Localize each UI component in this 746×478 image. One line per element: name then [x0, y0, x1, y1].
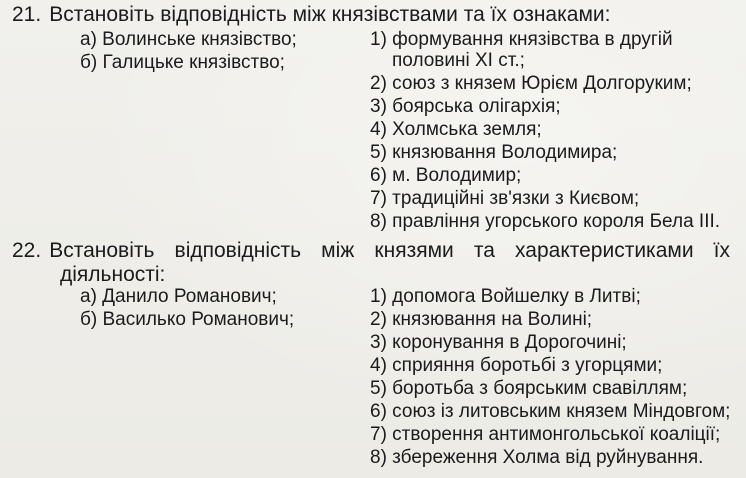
q21-answer-3: 3) боярська олігархія; — [370, 96, 561, 117]
q22-answer-4: 4) сприяння боротьбі з угорцями; — [370, 355, 663, 376]
q21-answer-1-cont: половині XI ст.; — [392, 50, 525, 71]
question-21-title — [12, 2, 610, 28]
question-22-text-line2: діяльності: — [60, 263, 166, 286]
question-21-number: 21. — [12, 3, 42, 26]
q21-answer-7: 7) традиційні зв'язки з Києвом; — [370, 188, 640, 209]
q21-option-b: б) Галицьке князівство; — [80, 52, 285, 73]
q22-answer-6: 6) союз із литовським князем Міндовгом; — [370, 401, 731, 422]
q21-answer-8: 8) правління угорського короля Бела III. — [370, 211, 721, 232]
q22-answer-3: 3) коронування в Дорогочині; — [370, 332, 627, 353]
q21-answer-6: 6) м. Володимир; — [370, 165, 522, 186]
q22-answer-1: 1) допомога Войшелку в Литві; — [370, 286, 641, 307]
q22-answer-8: 8) збереження Холма від руйнування. — [370, 447, 704, 468]
q21-answer-2: 2) союз з князем Юрієм Долгоруким; — [370, 73, 692, 94]
q22-option-b: б) Василько Романович; — [80, 309, 295, 330]
question-22-text-line1: Встановіть відповідність між князями та характеристиками їх — [49, 239, 730, 262]
q21-answer-1: 1) формування князівства в другій — [370, 29, 673, 50]
question-22-number: 22. — [12, 239, 42, 262]
q21-answer-4: 4) Холмська земля; — [370, 119, 542, 140]
question-21-text: Встановіть відповідність між князівствами та їх ознаками: — [49, 3, 611, 26]
q22-answer-5: 5) боротьба з боярським свавіллям; — [370, 378, 688, 399]
q21-answer-5: 5) князювання Володимира; — [370, 142, 618, 163]
q22-answer-2: 2) князювання на Волині; — [370, 309, 593, 330]
q21-option-a: а) Волинське князівство; — [80, 29, 297, 50]
q22-option-a: а) Данило Романович; — [80, 286, 277, 307]
question-22-title — [12, 238, 730, 264]
q22-answer-7: 7) створення антимонгольської коаліції; — [370, 424, 721, 445]
